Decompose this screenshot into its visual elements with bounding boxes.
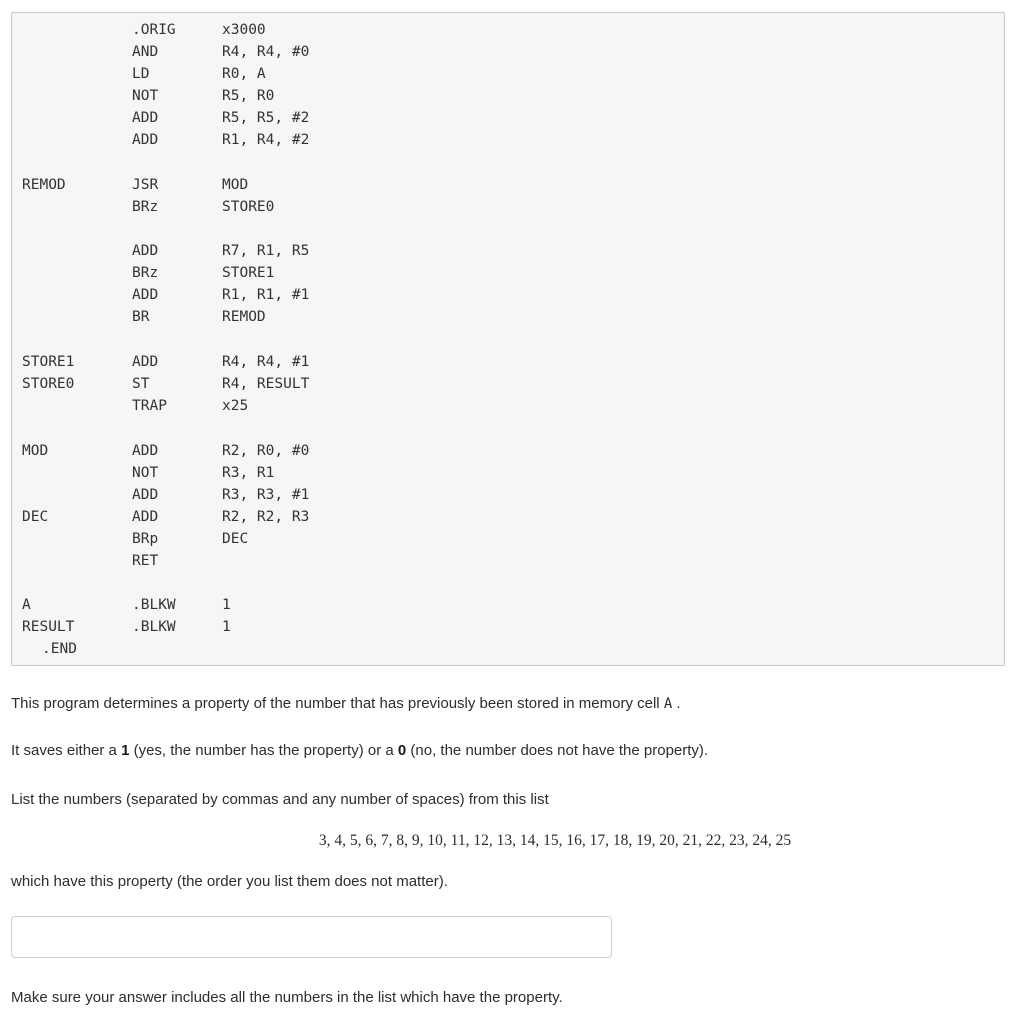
code-op: NOT [132,465,159,481]
code-op: ADD [132,243,159,259]
code-args: R2, R2, R3 [222,509,310,525]
code-op: BRp [132,531,159,547]
code-op: JSR [132,177,159,193]
code-args: DEC [222,531,249,547]
code-op: ST [132,376,150,392]
code-end-directive: .END [42,641,77,657]
number-list: 3, 4, 5, 6, 7, 8, 9, 10, 11, 12, 13, 14, 15, 16, 17, 18, 19, 20, 21, 22, 23, 24, 25 [318,832,792,849]
code-op: BRz [132,265,159,281]
code-args: R7, R1, R5 [222,243,310,259]
code-op: .BLKW [132,597,176,613]
code-op: ADD [132,287,159,303]
no-value: 0 [397,742,407,759]
code-op: ADD [132,354,159,370]
code-label: DEC [22,509,49,525]
code-args: R4, RESULT [222,376,310,392]
code-op: .BLKW [132,619,176,635]
code-args: x25 [222,398,249,414]
code-args: R4, R4, #1 [222,354,310,370]
code-op: ADD [132,487,159,503]
question-paragraph-3: List the numbers (separated by commas and any number of spaces) from this list [11,791,549,808]
code-op: .ORIG [132,22,176,38]
answer-input[interactable] [11,916,612,958]
code-op: RET [132,553,159,569]
code-args: R4, R4, #0 [222,44,310,60]
code-listing [11,12,1005,666]
code-args: STORE1 [222,265,275,281]
code-label: MOD [22,443,49,459]
code-args: R1, R1, #1 [222,287,310,303]
code-op: LD [132,66,150,82]
code-op: ADD [132,509,159,525]
code-args: R1, R4, #2 [222,132,310,148]
code-label: REMOD [22,177,66,193]
question-period: . [676,695,681,712]
code-args: R2, R0, #0 [222,443,310,459]
yes-value: 1 [121,742,130,759]
code-op: TRAP [132,398,167,414]
code-op: BRz [132,199,159,215]
question-paragraph-2 [11,740,708,762]
code-args: 1 [222,619,231,635]
code-op: NOT [132,88,159,104]
code-label: A [22,597,31,613]
question-text: (yes, the number has the property) or a [133,742,394,759]
code-args: x3000 [222,22,266,38]
question-text: (no, the number does not have the property). [410,742,709,759]
code-op: BR [132,309,150,325]
question-paragraph-5: Make sure your answer includes all the numbers in the list which have the property. [11,989,563,1006]
memory-cell-name: A [663,696,673,712]
question-paragraph-1 [11,693,681,715]
code-label: RESULT [22,619,75,635]
code-args: R5, R0 [222,88,275,104]
code-args: R3, R3, #1 [222,487,310,503]
code-op: AND [132,44,159,60]
code-args: STORE0 [222,199,275,215]
code-label: STORE1 [22,354,75,370]
code-op: ADD [132,132,159,148]
code-args: MOD [222,177,249,193]
code-args: 1 [222,597,231,613]
code-op: ADD [132,443,159,459]
code-args: R0, A [222,66,266,82]
question-paragraph-4: which have this property (the order you list them does not matter). [11,873,448,890]
code-args: R5, R5, #2 [222,110,310,126]
code-op: ADD [132,110,159,126]
code-args: REMOD [222,309,266,325]
question-text: This program determines a property of the number that has previously been stored in memory cell [11,695,660,712]
code-args: R3, R1 [222,465,275,481]
code-label: STORE0 [22,376,75,392]
question-text: It saves either a [11,742,117,759]
